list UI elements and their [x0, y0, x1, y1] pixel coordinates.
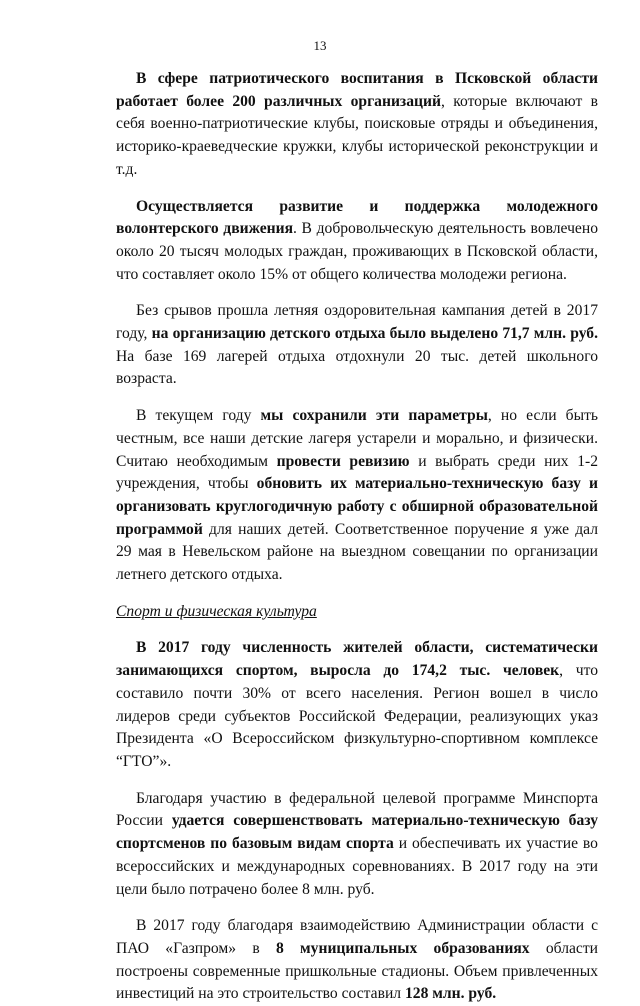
- bold-text: провести ревизию: [276, 452, 410, 470]
- paragraph-minsport: [116, 788, 598, 902]
- text: и обеспечивать их участие во всероссийских и международных соревнованиях. В 2017 году на эти цели было потрачено более 8 млн. руб.: [116, 835, 598, 898]
- text: для наших детей. Соответственное поручение я уже дал 29 мая в Невельском районе на выездном совещании по организации летнего детского отдыха.: [116, 520, 598, 584]
- bold-text: 128 млн. руб.: [404, 985, 497, 1003]
- paragraph-summer-campaign: [116, 300, 598, 391]
- paragraph-gazprom: [116, 915, 598, 1006]
- text: . В добровольческую деятельность вовлечено около 20 тысяч молодых граждан, проживающих в Псковской области, что составляет около 15% от общего количества молодежи региона.: [116, 220, 598, 283]
- text: Без срывов прошла летняя оздоровительная кампания детей в 2017 году,: [116, 302, 598, 343]
- bold-text: В сфере патриотического воспитания в Псковской области работает более 200 различных организаций: [116, 70, 598, 110]
- section-heading: Спорт и физическая культура: [116, 602, 317, 620]
- text: На базе 169 лагерей отдыха отдохнули 20 тыс. детей школьного возраста.: [116, 347, 598, 388]
- text: области построены современные пришкольные стадионы. Объем привлеченных инвестиций на это строительство составил: [116, 939, 598, 1003]
- text: , которые включают в себя военно-патриотические клубы, поисковые отряды и объединения, историко-краеведческие кружки, клубы исторической реконструкции и т.д.: [116, 92, 598, 178]
- bold-text: 8 муниципальных образованиях: [275, 939, 530, 957]
- text: , но если быть честным, все наши детские лагеря устарели и морально, и физически. Считаю необходимым: [116, 407, 598, 470]
- paragraphs-group: [116, 68, 598, 587]
- sport-paragraphs-group: [116, 637, 598, 1006]
- bold-text: обновить их материально-техническую базу и организовать круглогодичную работу с обширной образовательной программой: [116, 475, 598, 538]
- paragraph-volunteer: [116, 196, 598, 287]
- bold-text: удается совершенствовать материально-техническую базу спортсменов по базовым видам спорта: [116, 812, 599, 853]
- bold-text: В 2017 году численность жителей области, систематически занимающихся спортом, выросла до 174,2 тыс. человек: [116, 639, 598, 680]
- text: В текущем году: [136, 407, 261, 425]
- text: Благодаря участию в федеральной целевой программе Минспорта России: [116, 789, 598, 830]
- paragraph-sport-count: [116, 637, 598, 773]
- document-body: [116, 68, 598, 1006]
- page-number: 13: [313, 38, 327, 53]
- paragraph-patriotic: [116, 68, 598, 182]
- paragraph-camps-revision: [116, 405, 598, 587]
- text: В 2017 году благодаря взаимодействию Администрации области с ПАО «Газпром» в: [116, 917, 598, 957]
- bold-text: Осуществляется развитие и поддержка молодежного волонтерского движения: [116, 197, 598, 238]
- bold-text: на организацию детского отдыха было выделено 71,7 млн. руб.: [151, 325, 598, 343]
- bold-text: мы сохранили эти параметры: [260, 407, 488, 425]
- text: , что составило почти 30% от всего населения. Регион вошел в число лидеров среди субъектов Российской Федерации, реализующих указ Президента «О Всероссийском физкультурно-спортивном комплексе “ГТО”».: [116, 662, 599, 770]
- text: и выбрать среди них 1-2 учреждения, чтобы: [116, 452, 599, 493]
